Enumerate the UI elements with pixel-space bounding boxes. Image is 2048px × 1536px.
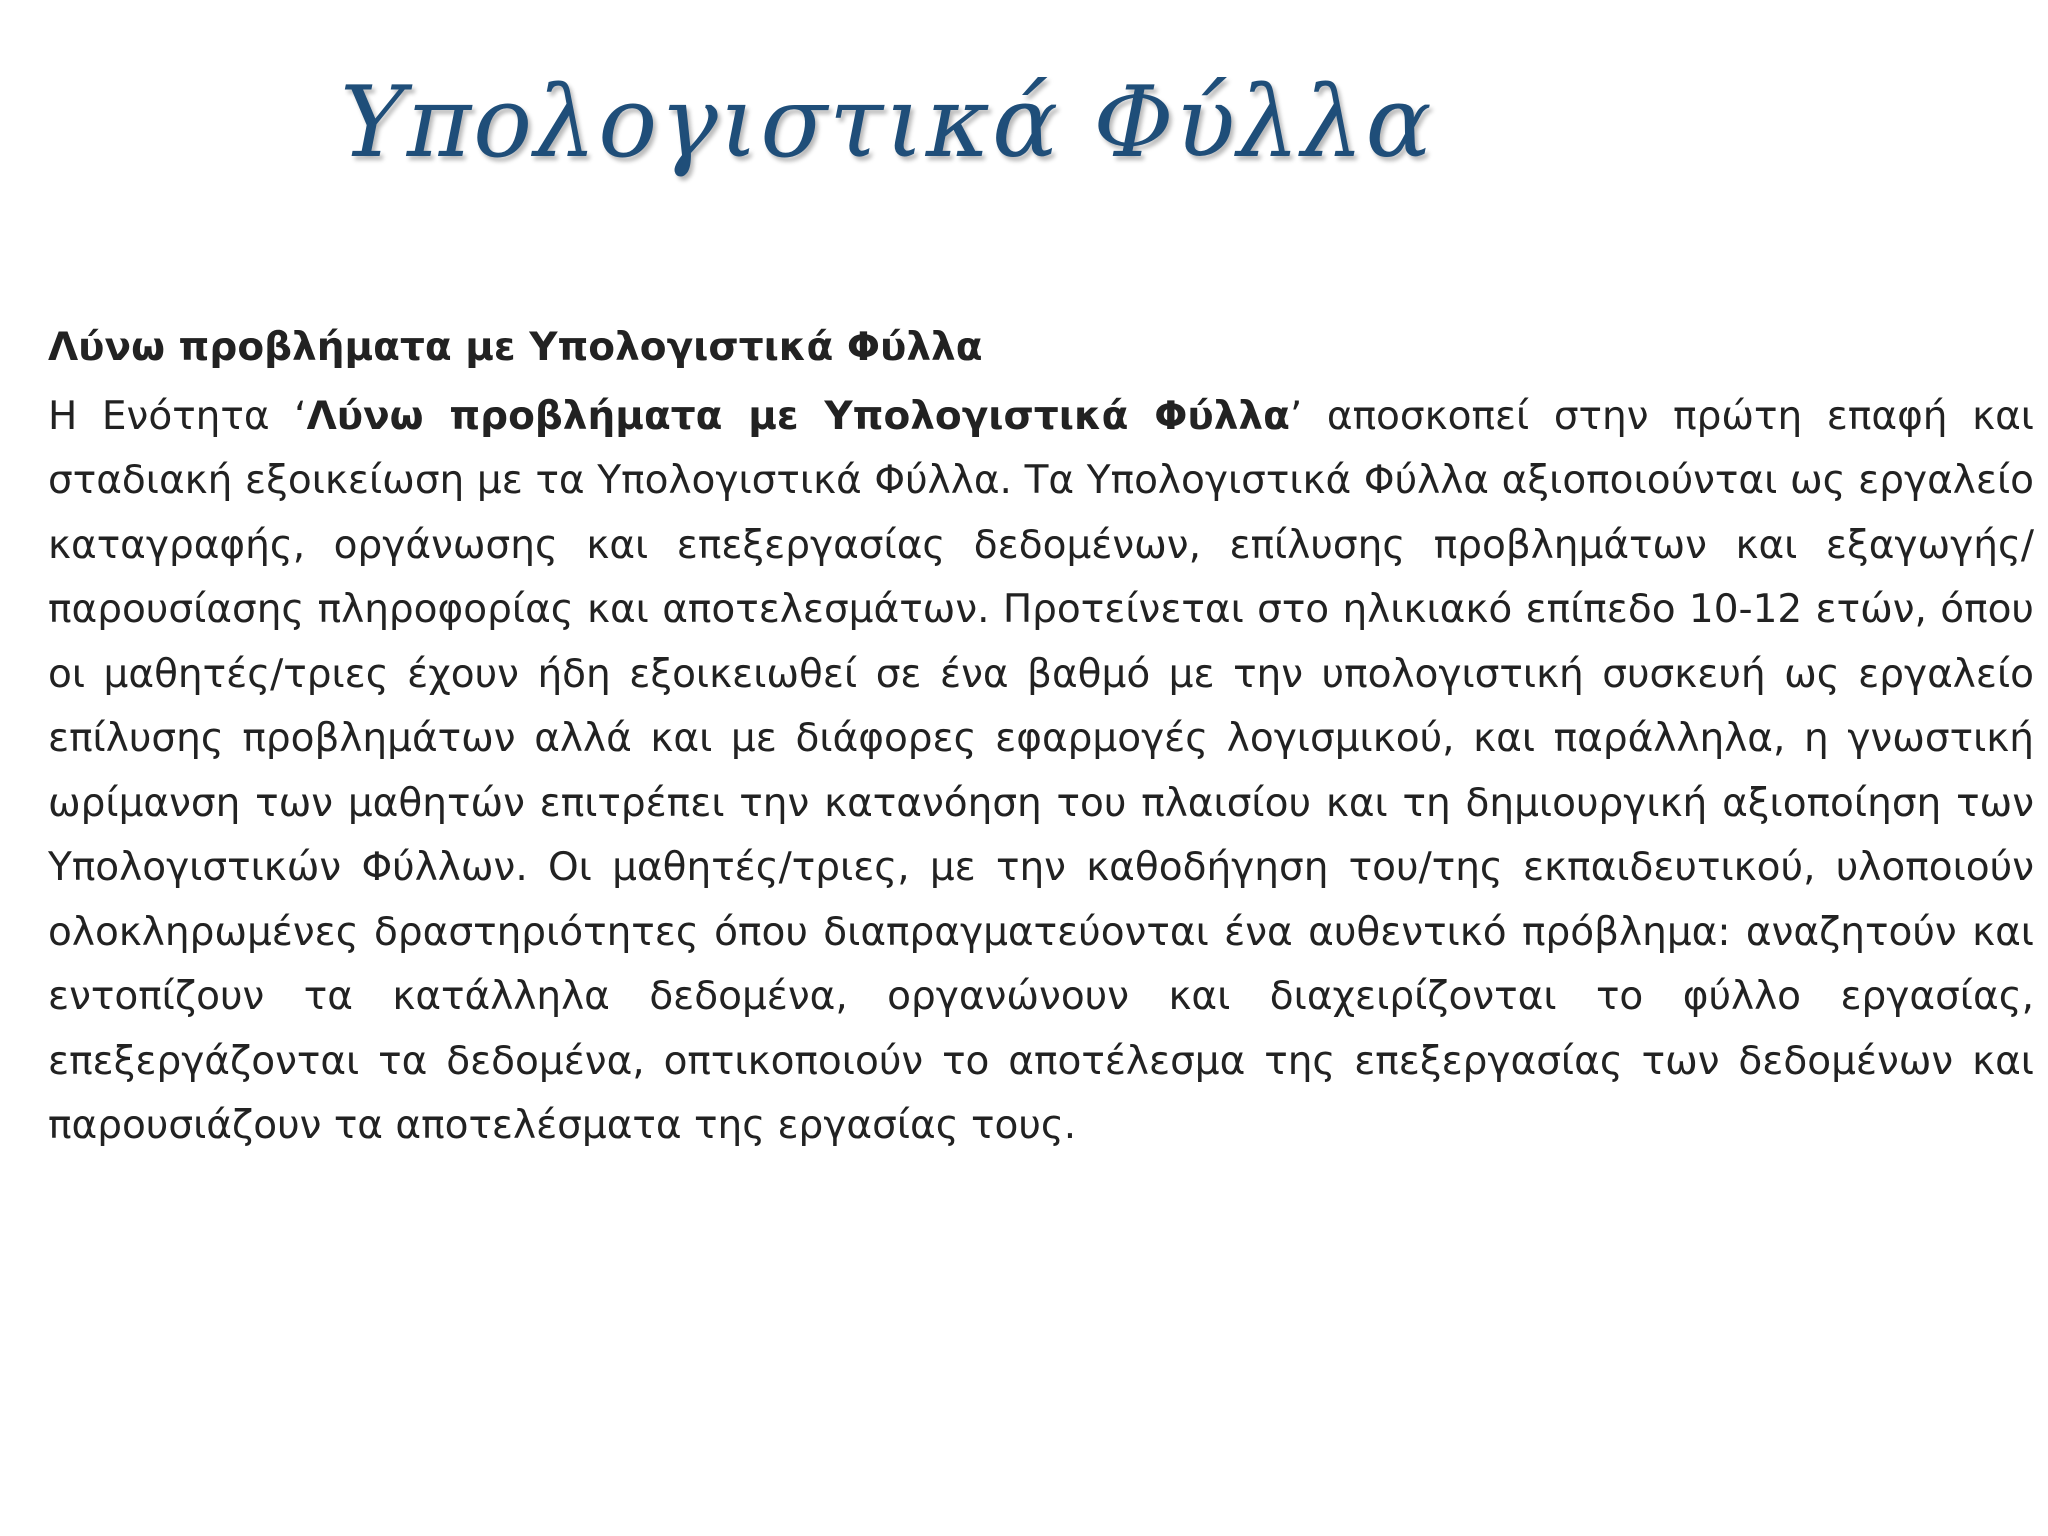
content-block <box>48 322 2034 1159</box>
body-paragraph <box>48 385 2034 1159</box>
paragraph-intro: Η Ενότητα ‘ <box>48 393 307 439</box>
paragraph-rest: ’ αποσκοπεί στην πρώτη επαφή και σταδιακή εξοικείωση με τα Υπολογιστικά Φύλλα. Τα Υπολογιστικά Φύλλα αξιοποιούνται ως εργαλείο καταγραφής, οργάνωσης και επεξεργασίας δεδομένων, επίλυσης προβλημάτων και εξαγωγής/παρουσίασης πληροφορίας και αποτελεσμάτων. Προτείνεται στο ηλικιακό επίπεδο 10-12 ετών, όπου οι μαθητές/τριες έχουν ήδη εξοικειωθεί σε ένα βαθμό με την υπολογιστική συσκευή ως εργαλείο επίλυσης προβλημάτων αλλά και με διάφορες εφαρμογές λογισμικού, και παράλληλα, η γνωστική ωρίμανση των μαθητών επιτρέπει την κατανόηση του πλαισίου και τη δημιουργική αξιοποίηση των Υπολογιστικών Φύλλων. Οι μαθητές/τριες, με την καθοδήγηση του/της εκπαιδευτικού, υλοποιούν ολοκληρωμένες δραστηριότητες όπου διαπραγματεύονται ένα αυθεντικό πρόβλημα: αναζητούν και εντοπίζουν τα κατάλληλα δεδομένα, οργανώνουν και διαχειρίζονται το φύλλο εργασίας, επεξεργάζονται τα δεδομένα, οπτικοποιούν το αποτέλεσμα της επεξεργασίας των δεδομένων και παρουσιάζουν τα αποτελέσματα της εργασίας τους. <box>48 393 2034 1149</box>
section-heading: Λύνω προβλήματα με Υπολογιστικά Φύλλα <box>48 325 983 370</box>
paragraph-emphasis: Λύνω προβλήματα με Υπολογιστικά Φύλλα <box>306 393 1290 439</box>
slide-title: Υπολογιστικά Φύλλα <box>340 66 1434 180</box>
